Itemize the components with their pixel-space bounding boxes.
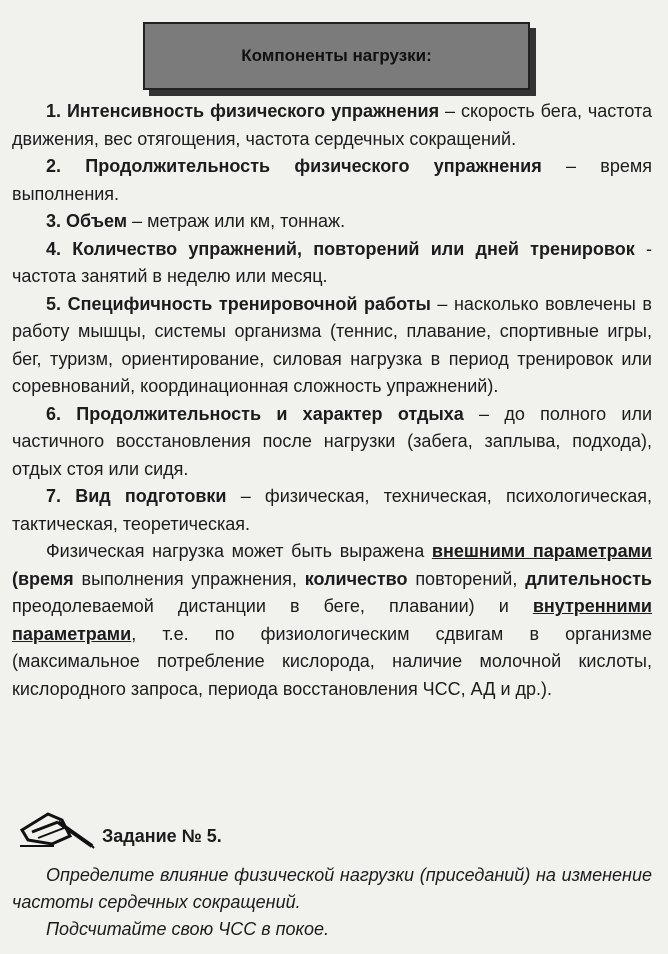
task-line: Определите влияние физической нагрузки (приседаний) на изменение частоты сердечных сокращений.	[12, 865, 652, 912]
summary-term: (время	[12, 568, 74, 589]
list-item	[12, 291, 652, 401]
item-term: 1. Интенсивность физического упражнения	[46, 101, 440, 121]
list-item	[12, 483, 652, 538]
item-term: 2. Продолжительность физического упражнения	[46, 156, 542, 176]
task-title: Задание № 5.	[102, 826, 222, 846]
item-text: – физическая, техническая, психологическая, тактическая, теоретическая.	[12, 486, 652, 534]
item-text: – скорость бега, частота движения, вес отягощения, частота сердечных сокращений.	[12, 101, 652, 149]
summary-term: длительность	[525, 568, 652, 589]
list-item	[12, 401, 652, 484]
pencil-hand-icon	[18, 800, 96, 850]
task-instructions	[12, 862, 652, 943]
item-text: – время выполнения.	[12, 156, 652, 204]
summary-text: , т.е. по физиологическим сдвигам в организме (максимальное потребление кислорода, наличие молочной кислоты, кислородного запроса, периода восстановления ЧСС, АД и др.).	[12, 623, 652, 699]
external-params-term: внешними параметрами	[431, 541, 652, 561]
header-box	[143, 22, 530, 90]
item-text: – насколько вовлечены в работу мышцы, системы организма (теннис, плавание, спортивные игры, бег, туризм, ориентирование, силовая нагрузка в период тренировок или соревнований, координационная сложность упражнений).	[12, 293, 652, 396]
list-item	[12, 153, 652, 208]
list-item	[12, 98, 652, 153]
list-item	[12, 208, 652, 236]
summary-text: преодолеваемой дистанции в беге, плавании) и	[12, 596, 533, 616]
task-line: Подсчитайте свою ЧСС в покое.	[46, 919, 330, 939]
header-title: Компоненты нагрузки:	[241, 46, 432, 65]
item-term: 5. Специфичность тренировочной работы	[46, 293, 431, 314]
summary-text: Физическая нагрузка может быть выражена	[46, 541, 432, 561]
content	[12, 98, 652, 703]
item-text: – до полного или частичного восстановления после нагрузки (забега, заплыва, подхода), отдых стоя или сидя.	[12, 403, 653, 479]
item-text: - частота занятий в неделю или месяц.	[12, 238, 652, 286]
summary-paragraph	[12, 538, 652, 703]
task-section	[12, 800, 652, 850]
summary-term: количество	[304, 568, 408, 589]
summary-text: повторений,	[407, 568, 526, 589]
item-text: – метраж или км, тоннаж.	[127, 211, 346, 231]
summary-text: выполнения упражнения,	[73, 568, 305, 589]
item-term: 4. Количество упражнений, повторений или дней тренировок	[46, 238, 635, 259]
item-term: 7. Вид подготовки	[46, 486, 227, 506]
item-term: 6. Продолжительность и характер отдыха	[46, 403, 464, 424]
item-term: 3. Объем	[46, 211, 128, 231]
list-item	[12, 236, 652, 291]
internal-params-term: внутренними параметрами	[12, 596, 652, 644]
